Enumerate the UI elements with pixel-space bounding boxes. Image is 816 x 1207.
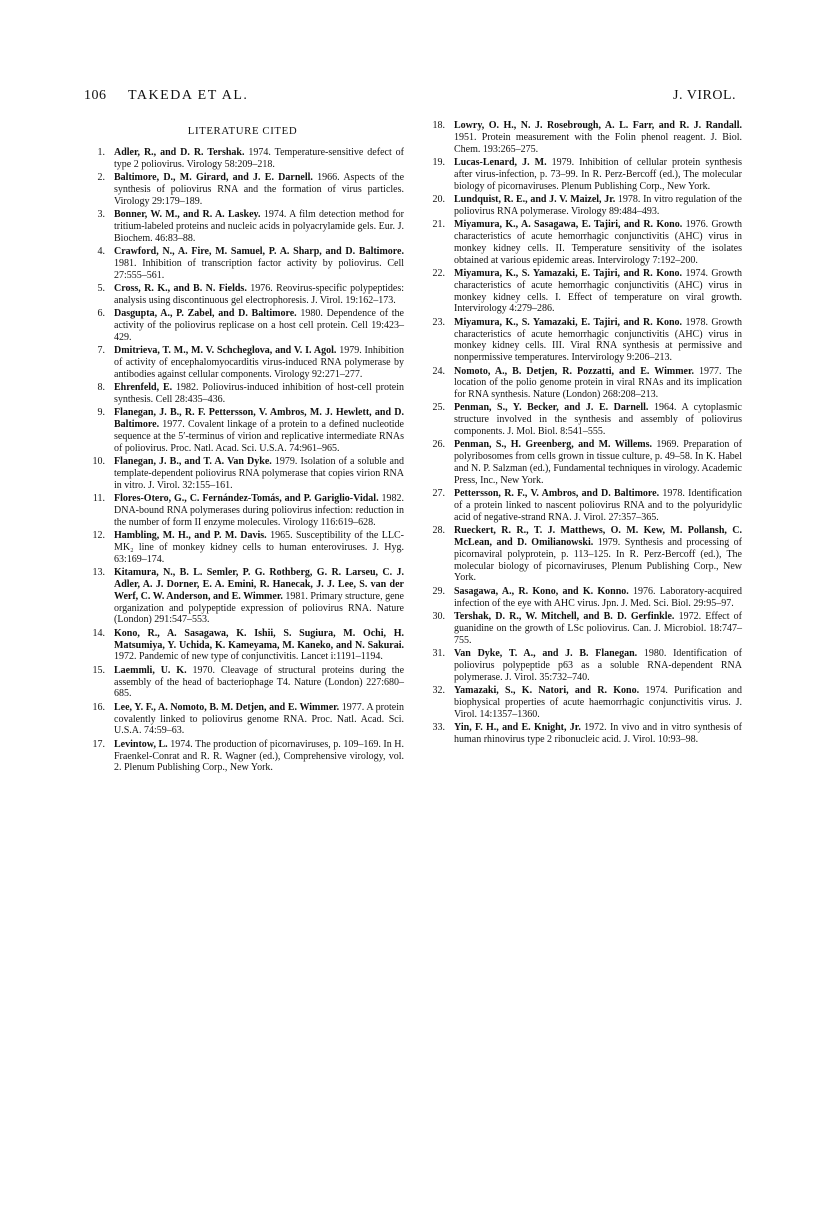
reference-entry — [424, 402, 742, 437]
reference-entry — [84, 172, 404, 207]
reference-number: 22. — [432, 267, 445, 279]
reference-authors: Miyamura, K., S. Yamazaki, E. Tajiri, and R. Kono. — [454, 316, 683, 328]
reference-authors: Miyamura, K., S. Yamazaki, E. Tajiri, and R. Kono. — [454, 267, 683, 279]
reference-authors: Penman, S., Y. Becker, and J. E. Darnell. — [454, 402, 649, 414]
reference-number: 28. — [432, 525, 445, 537]
reference-entry — [424, 525, 742, 584]
reference-number: 21. — [432, 219, 445, 231]
reference-authors: Nomoto, A., B. Detjen, R. Pozzatti, and E. Wimmer. — [454, 365, 694, 377]
reference-number: 20. — [432, 193, 445, 205]
reference-text: 1966. Aspects of the synthesis of poliovirus RNA and the formation of virus particles. Virology 29:179–189. — [114, 172, 405, 207]
reference-text: 1978. Identification of a protein linked to nascent poliovirus RNA and to the polyuridylic acid of negative-strand RNA. J. Virol. 27:357–365. — [454, 488, 742, 523]
reference-number: 26. — [432, 439, 445, 451]
reference-number: 19. — [432, 156, 445, 168]
reference-entry — [84, 739, 404, 774]
reference-text: 1972. Effect of guanidine on the growth of LSc poliovirus. Can. J. Microbiol. 18:747–755. — [454, 611, 742, 646]
reference-entry — [424, 120, 742, 155]
reference-authors: Ehrenfeld, E. — [114, 382, 173, 394]
reference-authors: Pettersson, R. F., V. Ambros, and D. Baltimore. — [454, 488, 660, 500]
reference-authors: Flores-Otero, G., C. Fernández-Tomás, and P. Gariglio-Vidal. — [114, 493, 379, 505]
reference-number: 9. — [97, 407, 105, 419]
reference-text: 1979. Isolation of a soluble and template-dependent poliovirus RNA polymerase that copies virion RNA in vitro. J. Virol. 32:155–161. — [114, 456, 404, 491]
reference-authors: Van Dyke, T. A., and J. B. Flanegan. — [454, 647, 638, 659]
reference-text: 1965. Susceptibility of the LLC-MK₂ line of monkey kidney cells to human enteroviruses. J. Hyg. 63:169–174. — [114, 530, 405, 565]
reference-authors: Lundquist, R. E., and J. V. Maizel, Jr. — [454, 193, 616, 205]
reference-text: 1980. Dependence of the activity of the poliovirus replicase on a host cell protein. Cell 19:423–429. — [114, 308, 404, 343]
reference-text: 1976. Growth characteristics of acute hemorrhagic conjunctivitis (AHC) virus in monkey kidney cells. II. Temperature sensitivity of the isolates obtained at various epidemic areas. Intervirology 7:192–200. — [454, 219, 742, 266]
reference-number: 1. — [97, 147, 105, 158]
reference-entry — [84, 530, 404, 565]
page-number: 106 — [84, 88, 107, 103]
reference-number: 24. — [432, 365, 445, 377]
reference-number: 6. — [97, 308, 105, 320]
reference-entry — [84, 628, 404, 663]
reference-number: 27. — [432, 488, 445, 500]
reference-authors: Yin, F. H., and E. Knight, Jr. — [454, 721, 581, 733]
reference-entry — [424, 219, 742, 266]
reference-authors: Lucas-Lenard, J. M. — [454, 156, 547, 168]
reference-text: 1951. Protein measurement with the Folin phenol reagent. J. Biol. Chem. 193:265–275. — [454, 131, 742, 155]
reference-authors: Lowry, O. H., N. J. Rosebrough, A. L. Farr, and R. J. Randall. — [454, 120, 742, 131]
reference-entry — [84, 665, 404, 700]
reference-authors: Dmitrieva, T. M., M. V. Schcheglova, and V. I. Agol. — [114, 345, 337, 357]
reference-authors: Bonner, W. M., and R. A. Laskey. — [114, 209, 261, 221]
reference-entry — [424, 685, 742, 720]
reference-authors: Hambling, M. H., and P. M. Davis. — [114, 530, 267, 542]
reference-authors: Tershak, D. R., W. Mitchell, and B. D. Gerfinkle. — [454, 611, 675, 622]
reference-entry — [84, 209, 404, 244]
reference-text: 1964. A cytoplasmic structure involved in the synthesis and assembly of poliovirus components. J. Mol. Biol. 8:541–555. — [454, 402, 742, 438]
reference-entry — [424, 488, 742, 523]
reference-number: 5. — [97, 283, 105, 295]
reference-text: 1979. Synthesis and processing of picornaviral polyprotein, p. 113–125. In R. Perz-Bercoff (ed.), The molecular biology of picornaviruses, Plenum Publishing Corp., New York. — [454, 537, 742, 584]
reference-text: 1979. Inhibition of activity of encephalomyocarditis virus-induced RNA polymerase by antibodies against cellular components. Virology 92:271–277. — [114, 345, 404, 380]
reference-number: 4. — [97, 246, 105, 258]
reference-text: 1974. A film detection method for tritium-labeled proteins and nucleic acids in polyacrylamide gels. Eur. J. Biochem. 46:83–88. — [114, 209, 404, 244]
reference-text: 1982. Poliovirus-induced inhibition of host-cell protein synthesis. Cell 28:435–436. — [114, 382, 404, 406]
reference-entry — [424, 157, 742, 192]
reference-text: 1977. A protein covalently linked to poliovirus genome RNA. Proc. Natl. Acad. Sci. U.S.A. 74:59–63. — [114, 701, 404, 737]
reference-number: 29. — [432, 585, 445, 597]
reference-authors: Baltimore, D., M. Girard, and J. E. Darnell. — [114, 172, 313, 184]
reference-entry — [424, 439, 742, 486]
reference-number: 13. — [92, 567, 105, 579]
reference-number: 10. — [92, 456, 105, 468]
reference-text: 1976. Laboratory-acquired infection of the eye with AHC virus. Jpn. J. Med. Sci. Biol. 29:95–97. — [454, 585, 742, 609]
reference-number: 31. — [432, 647, 445, 659]
reference-text: 1974. Purification and biophysical properties of acute haemorrhagic conjunctivitis virus. J. Virol. 14:1357–1360. — [454, 684, 743, 720]
references-left-column — [84, 147, 404, 776]
reference-authors: Yamazaki, S., K. Natori, and R. Kono. — [454, 684, 640, 696]
page-header — [84, 88, 736, 110]
reference-text: 1970. Cleavage of structural proteins during the assembly of the head of bacteriophage T4. Nature (London) 227:680–685. — [114, 664, 405, 700]
reference-number: 23. — [432, 316, 445, 328]
reference-entry — [84, 456, 404, 491]
reference-number: 12. — [92, 530, 105, 542]
reference-text: 1972. Pandemic of new type of conjunctivitis. Lancet i:1191–1194. — [114, 651, 383, 663]
reference-entry — [424, 194, 742, 218]
reference-authors: Lee, Y. F., A. Nomoto, B. M. Detjen, and E. Wimmer. — [114, 701, 340, 713]
reference-entry — [424, 648, 742, 683]
reference-text: 1978. Growth characteristics of acute hemorrhagic conjunctivitis (AHC) virus in monkey kidney cells. III. Viral RNA synthesis at permissive and nonpermissive temperatures. Intervirology 9:206–213. — [454, 316, 742, 364]
references-right-column — [424, 120, 742, 747]
reference-authors: Laemmli, U. K. — [114, 664, 187, 676]
reference-authors: Dasgupta, A., P. Zabel, and D. Baltimore. — [114, 308, 297, 320]
reference-entry — [84, 308, 404, 343]
reference-entry — [424, 317, 742, 364]
journal-abbreviation: J. VIROL. — [673, 88, 736, 103]
reference-number: 17. — [92, 738, 105, 750]
running-title: TAKEDA ET AL. — [128, 88, 249, 103]
reference-entry — [84, 407, 404, 454]
reference-text: 1977. Covalent linkage of a protein to a defined nucleotide sequence at the 5′-terminus of virion and replicative intermediate RNAs of poliovirus. Proc. Natl. Acad. Sci. U.S.A. 74:961–965. — [114, 419, 404, 454]
reference-number: 11. — [92, 493, 105, 505]
reference-text: 1974. Temperature-sensitive defect of type 2 poliovirus. Virology 58:209–218. — [114, 147, 404, 170]
reference-entry — [424, 366, 742, 401]
reference-authors: Penman, S., H. Greenberg, and M. Willems. — [454, 439, 653, 451]
reference-number: 25. — [432, 402, 445, 414]
reference-authors: Kitamura, N., B. L. Semler, P. G. Rothberg, G. R. Larseu, C. J. Adler, A. J. Dorner, E. A. Emini, R. Hanecak, J. J. Lee, S. van der Werf, C. W. Anderson, and E. Wimmer. — [114, 567, 404, 602]
reference-authors: Flanegan, J. B., and T. A. Van Dyke. — [114, 456, 272, 468]
reference-text: 1979. Inhibition of cellular protein synthesis after virus-infection, p. 73–99. In R. Perz-Bercoff (ed.), The molecular biology of picornaviruses. Plenum Publishing Corp., New York. — [454, 156, 742, 192]
reference-entry — [84, 382, 404, 406]
reference-text: 1981. Inhibition of transcription factor activity by poliovirus. Cell 27:555–561. — [114, 257, 404, 281]
reference-authors: Sasagawa, A., R. Kono, and K. Konno. — [454, 585, 629, 597]
reference-number: 3. — [97, 209, 105, 221]
reference-number: 2. — [97, 172, 105, 184]
reference-authors: Crawford, N., A. Fire, M. Samuel, P. A. Sharp, and D. Baltimore. — [114, 246, 404, 258]
reference-number: 14. — [92, 627, 105, 639]
reference-authors: Cross, R. K., and B. N. Fields. — [114, 283, 247, 295]
reference-entry — [84, 246, 404, 281]
reference-text: 1977. The location of the polio genome protein in viral RNAs and its implication for RNA synthesis. Nature (London) 268:208–213. — [454, 365, 742, 401]
reference-entry — [84, 283, 404, 307]
reference-authors: Kono, R., A. Sasagawa, K. Ishii, S. Sugiura, M. Ochi, H. Matsumiya, Y. Uchida, K. Kameyama, M. Kaneko, and N. Sakurai. — [114, 627, 404, 651]
reference-text: 1976. Reovirus-specific polypeptides: analysis using discontinuous gel electrophoresis. J. Virol. 19:162–173. — [114, 283, 404, 306]
reference-text: 1972. In vivo and in vitro synthesis of human rhinovirus type 2 ribonucleic acid. J. Virol. 10:93–98. — [454, 721, 742, 745]
reference-number: 8. — [97, 382, 105, 394]
reference-text: 1980. Identification of poliovirus polypeptide p63 as a soluble RNA-dependent RNA polymerase. J. Virol. 35:732–740. — [454, 647, 742, 683]
reference-number: 33. — [432, 721, 445, 733]
reference-text: 1981. Primary structure, gene organization and polypeptide expression of poliovirus RNA. Nature (London) 291:547–553. — [114, 590, 404, 626]
reference-authors: Levintow, L. — [114, 738, 168, 750]
reference-authors: Flanegan, J. B., R. F. Pettersson, V. Ambros, M. J. Hewlett, and D. Baltimore. — [114, 407, 404, 431]
reference-text: 1982. DNA-bound RNA polymerases during poliovirus infection: reduction in the number of form II enzyme molecules. Virology 116:619–628. — [114, 493, 405, 528]
reference-entry — [84, 147, 404, 171]
reference-number: 18. — [432, 120, 445, 131]
reference-text: 1978. In vitro regulation of the poliovirus RNA polymerase. Virology 89:484–493. — [454, 193, 743, 217]
reference-authors: Adler, R., and D. R. Tershak. — [114, 147, 245, 158]
reference-text: 1974. The production of picornaviruses, p. 109–169. In H. Fraenkel-Conrat and R. R. Wagner (ed.), Comprehensive virology, vol. 2. Plenum Publishing Corp., New York. — [114, 738, 404, 774]
reference-entry — [424, 268, 742, 315]
reference-authors: Miyamura, K., A. Sasagawa, E. Tajiri, and R. Kono. — [454, 219, 683, 231]
reference-number: 30. — [432, 611, 445, 622]
reference-entry — [84, 567, 404, 626]
section-heading: LITERATURE CITED — [187, 125, 298, 137]
reference-entry — [424, 722, 742, 746]
reference-number: 15. — [92, 664, 105, 676]
reference-number: 16. — [92, 701, 105, 713]
reference-entry — [424, 586, 742, 610]
reference-text: 1969. Preparation of polyribosomes from cells grown in tissue culture, p. 49–58. In K. Habel and N. P. Salzman (ed.), Fundamental techniques in virology. Academic Press, Inc., New York. — [454, 439, 742, 486]
reference-authors: Rueckert, R. R., T. J. Matthews, O. M. Kew, M. Pollansh, C. McLean, and D. Omilianowski. — [454, 525, 742, 549]
reference-number: 32. — [432, 684, 445, 696]
reference-text: 1974. Growth characteristics of acute hemorrhagic conjunctivitis (AHC) virus in monkey kidney cells. I. Effect of temperature on viral growth. Intervirology 4:279–286. — [454, 267, 742, 315]
reference-entry — [84, 493, 404, 528]
reference-entry — [84, 702, 404, 737]
reference-entry — [424, 611, 742, 646]
reference-number: 7. — [97, 345, 105, 357]
reference-entry — [84, 345, 404, 380]
